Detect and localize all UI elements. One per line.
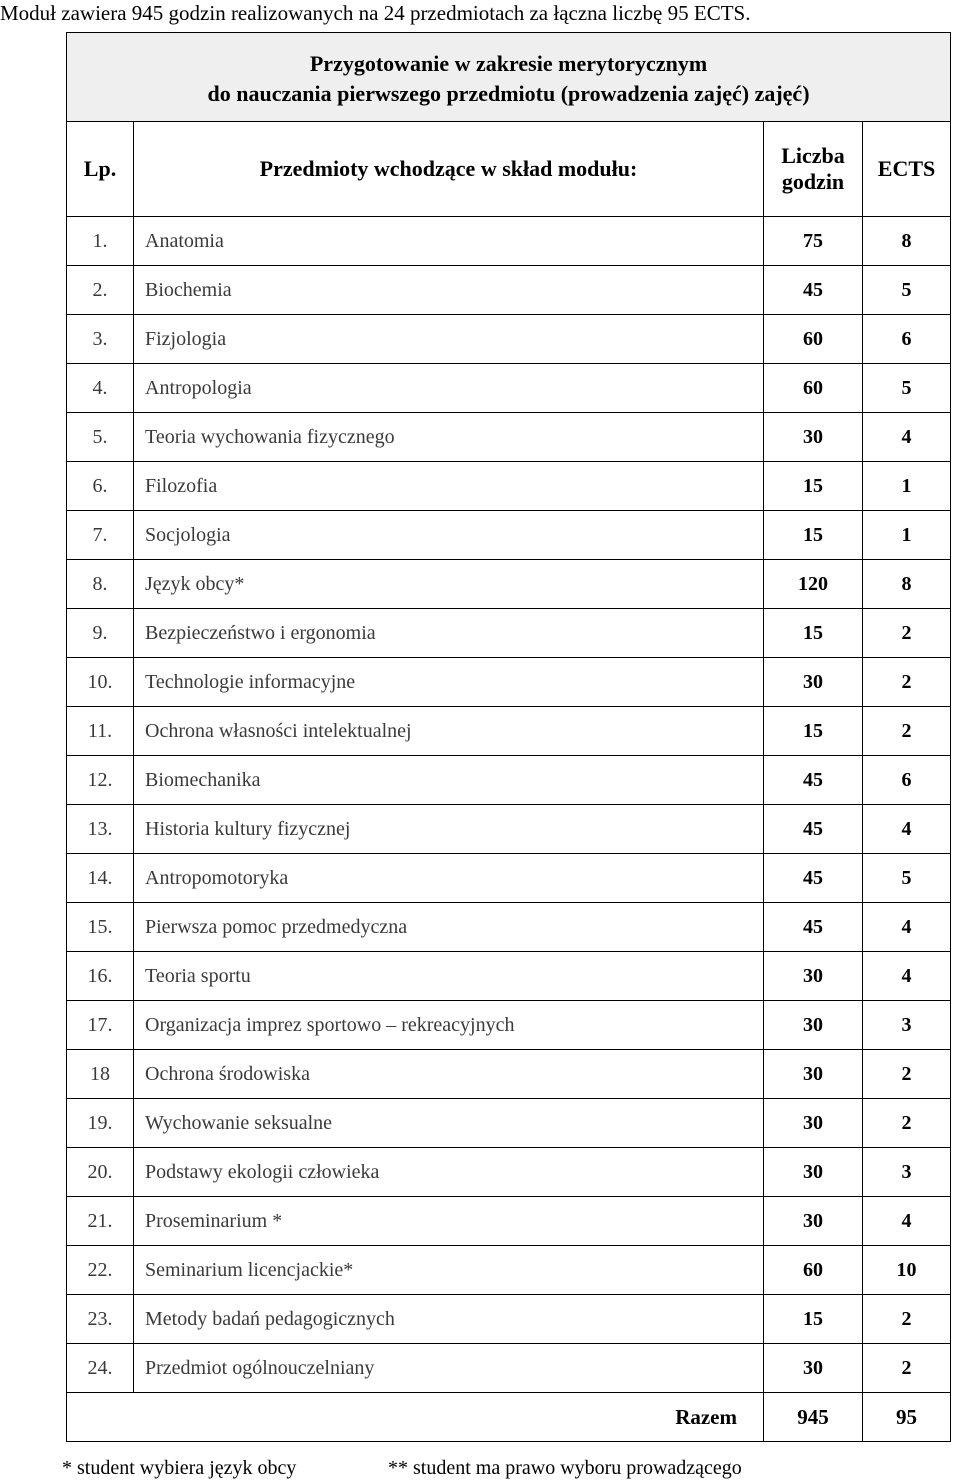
subject-hours: 15 <box>764 462 863 511</box>
row-number: 16. <box>67 952 134 1001</box>
subject-hours: 45 <box>764 805 863 854</box>
row-number: 14. <box>67 854 134 903</box>
subject-ects: 5 <box>863 266 951 315</box>
subject-name: Bezpieczeństwo i ergonomia <box>134 609 764 658</box>
table-row <box>67 413 951 462</box>
header-subjects: Przedmioty wchodzące w skład modułu: <box>134 122 764 217</box>
subject-hours: 60 <box>764 315 863 364</box>
footnote-supervisor: ** student ma prawo wyboru prowadzącego <box>388 1457 742 1479</box>
subject-ects: 1 <box>863 511 951 560</box>
subject-ects: 8 <box>863 217 951 266</box>
subject-hours: 45 <box>764 266 863 315</box>
subject-hours: 30 <box>764 1001 863 1050</box>
subject-ects: 4 <box>863 903 951 952</box>
row-number: 1. <box>67 217 134 266</box>
header-hours <box>764 122 863 217</box>
subject-name: Biochemia <box>134 266 764 315</box>
table-row <box>67 1001 951 1050</box>
table-row <box>67 1148 951 1197</box>
subject-ects: 5 <box>863 854 951 903</box>
row-number: 17. <box>67 1001 134 1050</box>
row-number: 7. <box>67 511 134 560</box>
table-row <box>67 217 951 266</box>
subject-ects: 6 <box>863 315 951 364</box>
table-title-line-1: Przygotowanie w zakresie merytorycznym <box>309 51 708 76</box>
subject-ects: 5 <box>863 364 951 413</box>
row-number: 5. <box>67 413 134 462</box>
table-row <box>67 952 951 1001</box>
subject-hours: 60 <box>764 364 863 413</box>
subject-ects: 6 <box>863 756 951 805</box>
subject-hours: 30 <box>764 1050 863 1099</box>
row-number: 2. <box>67 266 134 315</box>
subject-name: Historia kultury fizycznej <box>134 805 764 854</box>
row-number: 3. <box>67 315 134 364</box>
subject-ects: 2 <box>863 1295 951 1344</box>
subject-ects: 4 <box>863 805 951 854</box>
row-number: 10. <box>67 658 134 707</box>
subject-name: Metody badań pedagogicznych <box>134 1295 764 1344</box>
subject-hours: 45 <box>764 903 863 952</box>
table-row <box>67 1344 951 1393</box>
row-number: 8. <box>67 560 134 609</box>
table-row <box>67 805 951 854</box>
subject-name: Anatomia <box>134 217 764 266</box>
subject-name: Wychowanie seksualne <box>134 1099 764 1148</box>
subject-ects: 2 <box>863 1050 951 1099</box>
subject-name: Antropologia <box>134 364 764 413</box>
header-lp: Lp. <box>67 122 134 217</box>
subject-ects: 10 <box>863 1246 951 1295</box>
table-row <box>67 609 951 658</box>
subject-hours: 60 <box>764 1246 863 1295</box>
table-title-line-2: do nauczania pierwszego przedmiotu (prowadzenia zajęć) zajęć) <box>207 81 810 106</box>
row-number: 19. <box>67 1099 134 1148</box>
table-row <box>67 462 951 511</box>
subject-ects: 2 <box>863 1344 951 1393</box>
subject-hours: 120 <box>764 560 863 609</box>
subject-hours: 30 <box>764 658 863 707</box>
table-row <box>67 658 951 707</box>
subject-hours: 30 <box>764 1344 863 1393</box>
total-row <box>67 1393 951 1442</box>
row-number: 4. <box>67 364 134 413</box>
subject-name: Ochrona własności intelektualnej <box>134 707 764 756</box>
subject-name: Filozofia <box>134 462 764 511</box>
row-number: 24. <box>67 1344 134 1393</box>
subject-name: Podstawy ekologii człowieka <box>134 1148 764 1197</box>
row-number: 21. <box>67 1197 134 1246</box>
subject-name: Teoria wychowania fizycznego <box>134 413 764 462</box>
row-number: 12. <box>67 756 134 805</box>
row-number: 18 <box>67 1050 134 1099</box>
subject-name: Antropomotoryka <box>134 854 764 903</box>
subject-hours: 75 <box>764 217 863 266</box>
footnote-language: * student wybiera język obcy <box>62 1457 297 1479</box>
subject-ects: 2 <box>863 609 951 658</box>
subject-name: Teoria sportu <box>134 952 764 1001</box>
subject-name: Przedmiot ogólnouczelniany <box>134 1344 764 1393</box>
subject-ects: 2 <box>863 707 951 756</box>
subject-ects: 3 <box>863 1001 951 1050</box>
row-number: 20. <box>67 1148 134 1197</box>
row-number: 11. <box>67 707 134 756</box>
row-number: 13. <box>67 805 134 854</box>
module-table <box>66 32 951 1442</box>
table-row <box>67 903 951 952</box>
subject-name: Pierwsza pomoc przedmedyczna <box>134 903 764 952</box>
module-intro-text: Moduł zawiera 945 godzin realizowanych na 24 przedmiotach za łączna liczbę 95 ECTS. <box>0 1 751 25</box>
subject-ects: 4 <box>863 1197 951 1246</box>
subject-hours: 15 <box>764 707 863 756</box>
header-hours-line-2: godzin <box>781 169 845 194</box>
subject-name: Organizacja imprez sportowo – rekreacyjnych <box>134 1001 764 1050</box>
table-row <box>67 315 951 364</box>
table-title <box>67 33 951 122</box>
table-header-row <box>67 122 951 217</box>
subject-name: Seminarium licencjackie* <box>134 1246 764 1295</box>
total-label: Razem <box>67 1393 764 1442</box>
header-hours-line-1: Liczba <box>781 143 845 168</box>
total-hours: 945 <box>764 1393 863 1442</box>
table-row <box>67 511 951 560</box>
subject-ects: 2 <box>863 658 951 707</box>
total-ects: 95 <box>863 1393 951 1442</box>
subject-ects: 8 <box>863 560 951 609</box>
subject-name: Ochrona środowiska <box>134 1050 764 1099</box>
subject-name: Proseminarium * <box>134 1197 764 1246</box>
row-number: 9. <box>67 609 134 658</box>
subject-name: Socjologia <box>134 511 764 560</box>
row-number: 15. <box>67 903 134 952</box>
subject-hours: 15 <box>764 609 863 658</box>
table-row <box>67 756 951 805</box>
subject-name: Fizjologia <box>134 315 764 364</box>
subject-hours: 15 <box>764 511 863 560</box>
table-row <box>67 854 951 903</box>
table-row <box>67 707 951 756</box>
subject-ects: 2 <box>863 1099 951 1148</box>
subject-hours: 30 <box>764 952 863 1001</box>
subject-ects: 4 <box>863 952 951 1001</box>
subject-name: Język obcy* <box>134 560 764 609</box>
subject-ects: 3 <box>863 1148 951 1197</box>
table-row <box>67 364 951 413</box>
table-title-row <box>67 33 951 122</box>
subject-name: Technologie informacyjne <box>134 658 764 707</box>
table-row <box>67 1099 951 1148</box>
subject-ects: 4 <box>863 413 951 462</box>
row-number: 6. <box>67 462 134 511</box>
table-row <box>67 1295 951 1344</box>
subject-name: Biomechanika <box>134 756 764 805</box>
subject-hours: 45 <box>764 756 863 805</box>
subject-hours: 30 <box>764 413 863 462</box>
subject-hours: 30 <box>764 1148 863 1197</box>
table-row <box>67 1050 951 1099</box>
subject-ects: 1 <box>863 462 951 511</box>
row-number: 23. <box>67 1295 134 1344</box>
subject-hours: 15 <box>764 1295 863 1344</box>
header-ects: ECTS <box>863 122 951 217</box>
subject-hours: 30 <box>764 1099 863 1148</box>
table-row <box>67 1246 951 1295</box>
subject-hours: 30 <box>764 1197 863 1246</box>
table-row <box>67 560 951 609</box>
subject-hours: 45 <box>764 854 863 903</box>
table-row <box>67 1197 951 1246</box>
row-number: 22. <box>67 1246 134 1295</box>
table-row <box>67 266 951 315</box>
